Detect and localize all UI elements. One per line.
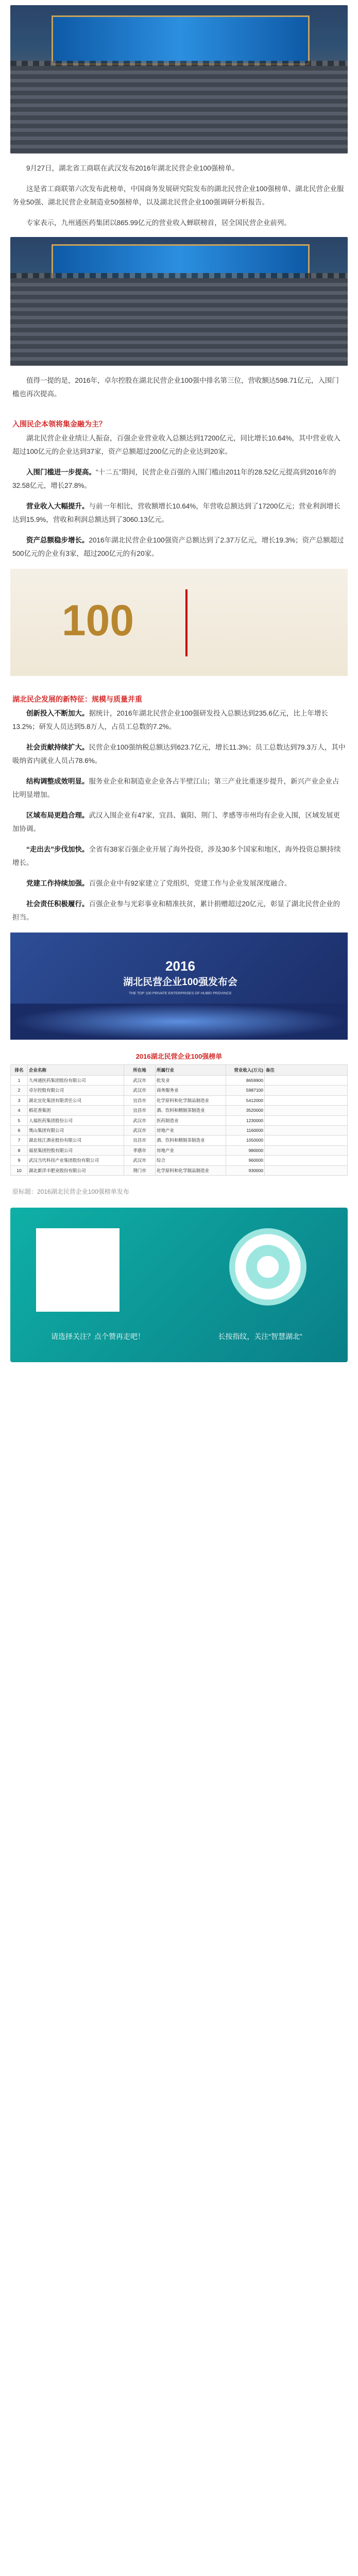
section-title-1: 入围民企本领将集金融为主？ (12, 420, 106, 428)
table-row: 1 九州通医药集团股份有限公司 武汉市 批发业 8659900 (11, 1076, 348, 1086)
paragraph-14: 社会责任积极履行。百强企业参与光彩事业和精准扶贫，累计捐赠超过20亿元，彰显了湖北民营企业的担当。 (12, 900, 340, 921)
table-row: 3 湖北宜化集团有限责任公司 宜昌市 化学原料和化学制品制造业 5412000 (11, 1095, 348, 1105)
table-header-row: 排名 企业名称 所在地 所属行业 营业收入(万元) 备注 (11, 1065, 348, 1076)
fingerprint-icon[interactable] (229, 1228, 306, 1306)
paragraph-11: 区域布局更趋合理。武汉入围企业有47家，宜昌、襄阳、荆门、孝感等市州均有企业入围，区域发展更加协调。 (12, 811, 340, 833)
paragraph-7: 资产总额稳步增长。2016年湖北民营企业100强资产总额达到了2.37万亿元，增长19.3%；资产总额超过500亿元的企业有3家，超过200亿元的有20家。 (12, 536, 344, 557)
table-row: 4 稻花香集团 宜昌市 酒、饮料和精制茶制造业 3520000 (11, 1106, 348, 1115)
table-row: 2 卓尔控股有限公司 武汉市 商务服务业 5987100 (11, 1086, 348, 1095)
paragraph-10: 结构调整成效明显。服务业企业和制造业企业各占半壁江山；第三产业比重逐步提升，新兴产业企业占比明显增加。 (12, 777, 339, 799)
ranking-table (10, 1064, 348, 1176)
paragraph-6: 营业收入大幅提升。与前一年相比，营收额增长10.64%，年营收总额达到了17200亿元；营业利润增长达到15.9%，营收和利润总额达到了3060.13亿元。 (12, 502, 340, 523)
table-row: 6 奥山集团有限公司 武汉市 房地产业 1160000 (11, 1126, 348, 1136)
source-note: 原标题：2016湖北民营企业100强榜单发布 (12, 1188, 129, 1196)
section-title-2: 湖北民企发展的新特征：规模与质量并重 (12, 695, 142, 703)
intro-text: 9月27日，湖北省工商联在武汉发布2016年湖北民营企业100强榜单。 (26, 164, 239, 172)
table-caption: 2016湖北民营企业100强榜单 (135, 1053, 223, 1060)
qr-code-left[interactable] (36, 1228, 120, 1312)
paragraph-12: “走出去”步伐加快。全省有38家百强企业开展了海外投资，涉及30多个国家和地区，海外投资总额持续增长。 (12, 845, 341, 867)
conference-photo-top (10, 5, 348, 154)
paragraph-8: 创新投入不断加大。据统计，2016年湖北民营企业100强研发投入总额达到235.6亿元，比上年增长13.2%；研发人员达到5.8万人，占员工总数的7.2%。 (12, 709, 328, 731)
bold-lead-2: 营业收入大幅提升。 (26, 502, 89, 510)
table-row: 9 武汉当代科技产业集团股份有限公司 武汉市 综合 960000 (11, 1156, 348, 1165)
qr-left-caption: 请选择关注？点个赞再走吧！ (51, 1332, 145, 1341)
table-row: 7 湖北枝江酒业股份有限公司 宜昌市 酒、饮料和精制茶制造业 1050000 (11, 1136, 348, 1145)
table-row: 8 福星集团控股有限公司 孝感市 房地产业 980000 (11, 1145, 348, 1155)
table-row: 5 人福医药集团股份公司 武汉市 医药制造业 1230000 (11, 1115, 348, 1125)
paragraph-1: 这是省工商联第六次发布此榜单，中国商务发展研究院发布的湖北民营企业100强榜单、湖北民营企业服务业50强、湖北民营企业制造业50强榜单，以及湖北民营企业100强调研分析报告。 (12, 185, 344, 206)
table-row: 10 湖北新洋丰肥业股份有限公司 荆门市 化学原料和化学制品制造业 930000 (11, 1165, 348, 1175)
paragraph-5: 入围门槛进一步提高。“十二五”期间，民营企业百强的入围门槛由2011年的28.52亿元提高到2016年的32.58亿元，增长27.8%。 (12, 468, 336, 489)
paragraph-9: 社会贡献持续扩大。民营企业100强纳税总额达到623.7亿元，增长11.3%；员工总数达到79.3万人，其中吸纳省内就业人员占78.6%。 (12, 743, 346, 765)
conference-photo-second (10, 237, 348, 366)
paragraph-4: 湖北民营企业业绩让人振奋，百强企业营业收入总额达到17200亿元，同比增长10.64%，其中营业收入超过100亿元的企业达到37家，资产总额超过200亿元的企业达到20家。 (12, 434, 340, 455)
qr-footer (10, 1208, 348, 1362)
paragraph-3: 值得一提的是，2016年，卓尔控股在湖北民营企业100强中排名第三位，营收额达598.71亿元，入围门槛也再次提高。 (12, 377, 339, 398)
paragraph-2: 专家表示，九州通医药集团以865.99亿元的营业收入蝉联榜首，居全国民营企业前列。 (26, 219, 291, 227)
paragraph-13: 党建工作持续加强。百强企业中有92家建立了党组织，党建工作与企业发展深度融合。 (26, 879, 292, 887)
bold-lead-1: 入围门槛进一步提高。 (26, 468, 96, 476)
qr-right-caption: 长按指纹，关注“智慧湖北” (218, 1332, 302, 1341)
infographic-banner: 100 (10, 569, 348, 676)
release-conference-banner: 2016 湖北民营企业100强发布会 THE TOP 100 PRIVATE ENTERPRISES OF HUBEI PROVINCE (10, 933, 348, 1040)
bold-lead-3: 资产总额稳步增长。 (26, 536, 89, 544)
